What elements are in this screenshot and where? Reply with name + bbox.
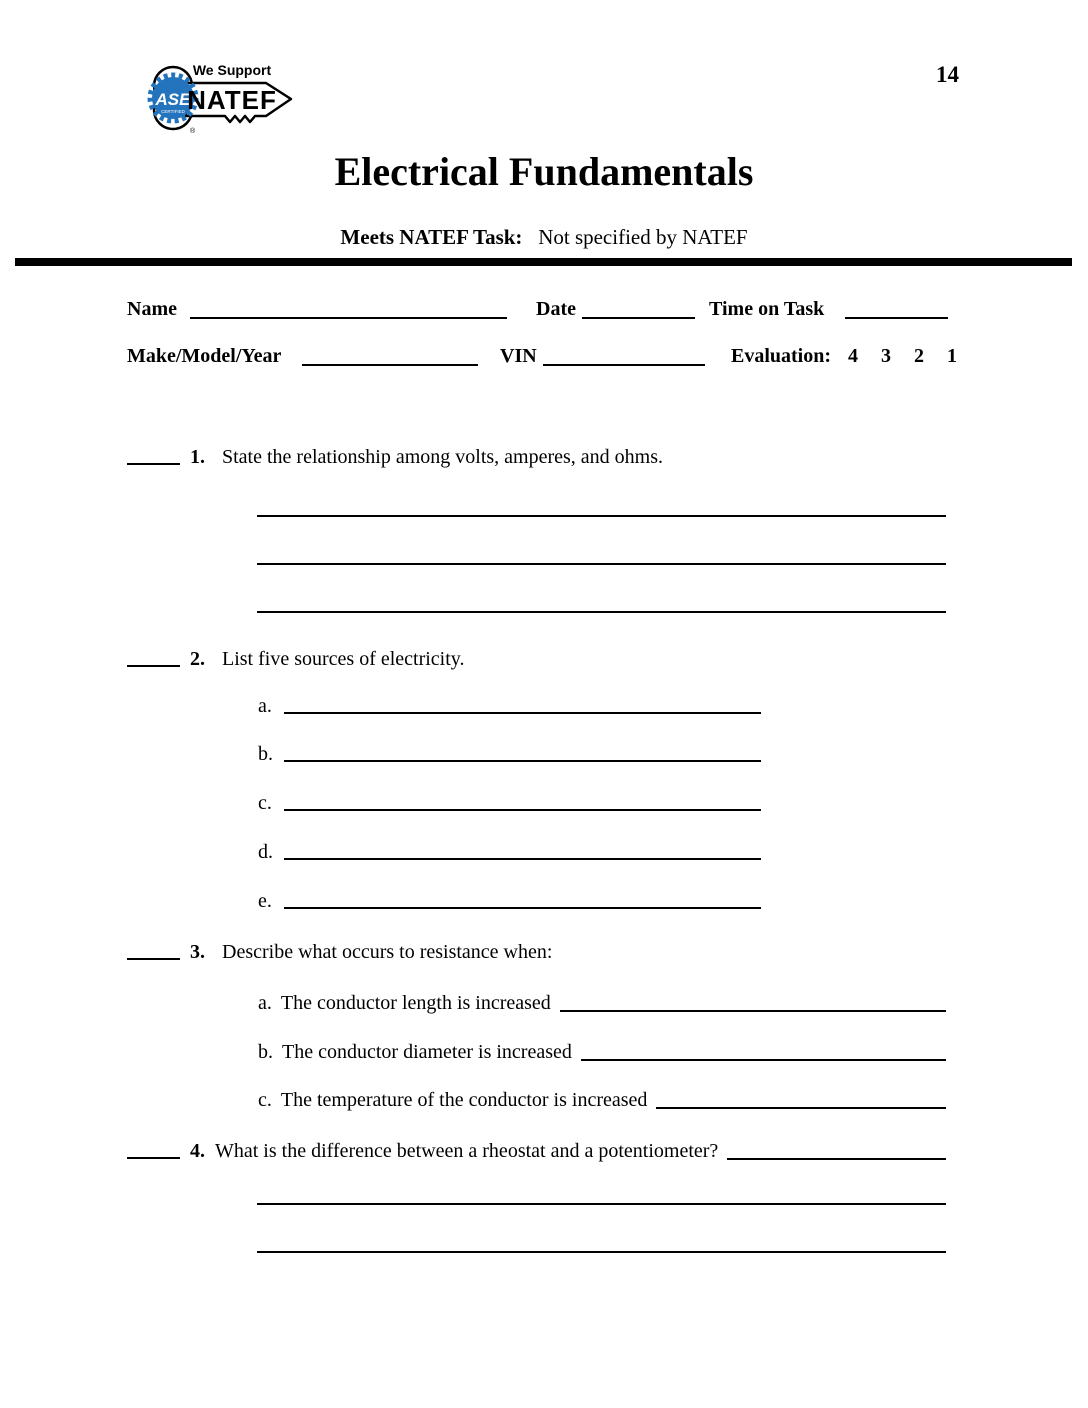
question-4-text: What is the difference between a rheostat and a potentiometer? xyxy=(215,1140,719,1162)
divider-bar xyxy=(15,258,1072,266)
make-model-year-label: Make/Model/Year xyxy=(127,345,282,367)
subtitle-value: Not specified by NATEF xyxy=(538,225,748,249)
item-text: The conductor diameter is increased xyxy=(282,1041,572,1063)
item-blank xyxy=(284,740,761,762)
evaluation-score-1: 1 xyxy=(947,345,957,367)
date-label: Date xyxy=(536,298,576,320)
natef-logo xyxy=(133,56,295,140)
item-text: The temperature of the conductor is increased xyxy=(280,1089,648,1111)
answer-line xyxy=(257,563,946,565)
question-3-number: 3. xyxy=(190,941,205,963)
item-letter: b. xyxy=(258,1041,273,1063)
item-letter: e. xyxy=(258,890,272,912)
question-3-text: Describe what occurs to resistance when: xyxy=(222,941,553,963)
item-blank xyxy=(284,887,761,909)
item-blank xyxy=(560,1010,946,1012)
page-title: Electrical Fundamentals xyxy=(334,149,754,194)
question-2-text: List five sources of electricity. xyxy=(222,648,465,670)
question-4-row xyxy=(190,1139,946,1163)
make-model-year-blank xyxy=(302,344,478,366)
question-2-number: 2. xyxy=(190,648,205,670)
item-letter: c. xyxy=(258,792,272,814)
answer-line xyxy=(257,515,946,517)
question-1-score-blank xyxy=(127,443,180,465)
item-blank xyxy=(581,1059,946,1061)
name-blank xyxy=(190,297,507,319)
evaluation-score-3: 3 xyxy=(881,345,891,367)
time-on-task-blank xyxy=(845,297,948,319)
question-1-text: State the relationship among volts, amperes, and ohms. xyxy=(222,446,664,468)
item-letter: a. xyxy=(258,695,272,717)
evaluation-label: Evaluation: xyxy=(731,345,832,367)
answer-line xyxy=(257,611,946,613)
item-letter: c. xyxy=(258,1089,272,1111)
subtitle xyxy=(0,224,1088,250)
time-on-task-label: Time on Task xyxy=(709,298,825,320)
question-2-score-blank xyxy=(127,645,180,667)
vin-label: VIN xyxy=(500,345,537,367)
vin-blank xyxy=(543,344,705,366)
svg-text:CERTIFIED: CERTIFIED xyxy=(161,109,185,114)
date-blank xyxy=(582,297,695,319)
logo-tagline: We Support xyxy=(192,62,272,78)
item-blank xyxy=(284,692,761,714)
question-3-item xyxy=(258,991,946,1015)
logo-name: NATEF xyxy=(187,85,277,115)
item-blank xyxy=(656,1107,946,1109)
question-1-number: 1. xyxy=(190,446,205,468)
evaluation-score-2: 2 xyxy=(914,345,924,367)
key-icon xyxy=(133,56,295,140)
answer-line xyxy=(257,1203,946,1205)
subtitle-label: Meets NATEF Task: xyxy=(340,225,523,249)
question-4-score-blank xyxy=(127,1137,180,1159)
question-4-number: 4. xyxy=(190,1140,205,1162)
question-3-score-blank xyxy=(127,938,180,960)
item-blank xyxy=(284,838,761,860)
answer-line xyxy=(257,1251,946,1253)
evaluation-scale xyxy=(848,344,957,368)
evaluation-score-4: 4 xyxy=(848,345,858,367)
page-number: 14 xyxy=(936,62,959,87)
question-3-item xyxy=(258,1088,946,1112)
item-letter: d. xyxy=(258,841,273,863)
name-label: Name xyxy=(127,298,177,320)
item-letter: b. xyxy=(258,743,273,765)
question-3-item xyxy=(258,1040,946,1064)
item-letter: a. xyxy=(258,992,272,1014)
item-blank xyxy=(284,789,761,811)
answer-line xyxy=(727,1158,946,1160)
registered-mark: ® xyxy=(190,128,196,135)
svg-text:ASE: ASE xyxy=(155,90,191,109)
item-text: The conductor length is increased xyxy=(280,992,551,1014)
